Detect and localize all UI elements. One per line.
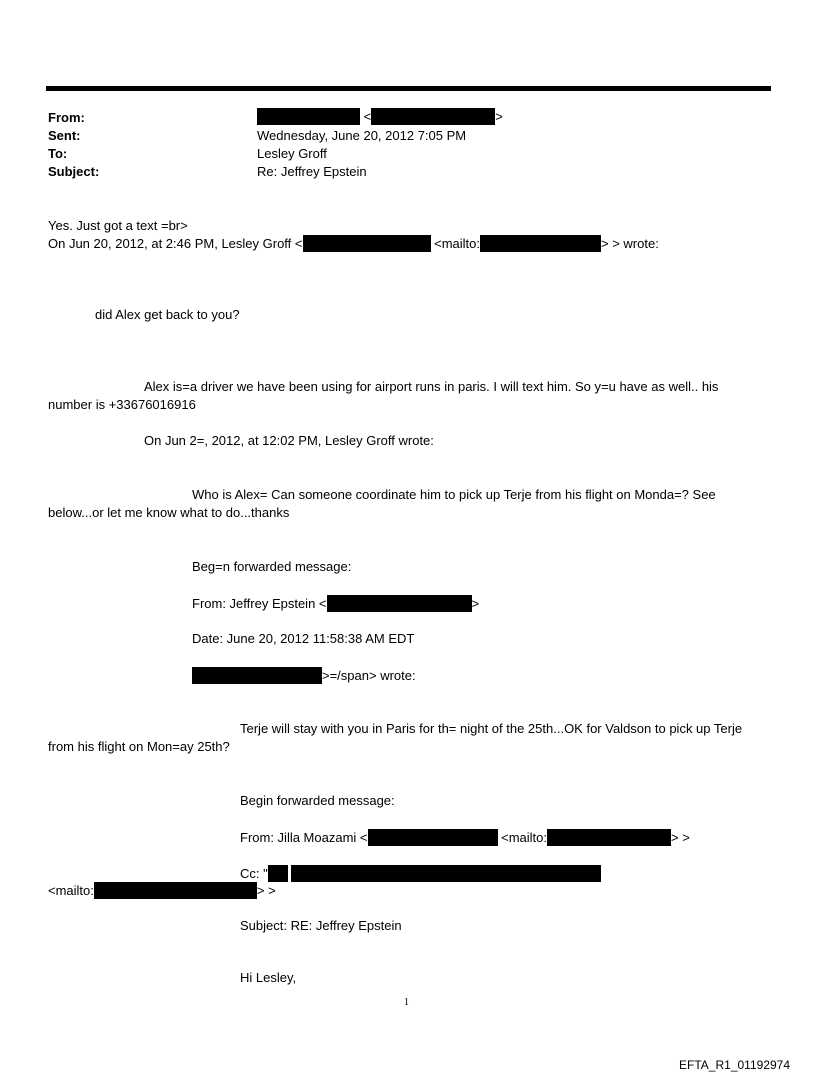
redaction-block <box>327 595 472 612</box>
body-line: did Alex get back to you? <box>95 307 240 322</box>
redaction-block <box>268 865 288 882</box>
fwd-from-text: From: Jilla Moazami < <box>240 830 368 845</box>
cc-text: Cc: " <box>240 866 268 881</box>
redaction-block <box>291 865 601 882</box>
from-close-bracket: > <box>495 109 503 124</box>
body-line: Date: June 20, 2012 11:58:38 AM EDT <box>192 631 415 646</box>
to-value: Lesley Groff <box>257 146 327 161</box>
close-bracket: > > <box>671 830 690 845</box>
body-line: Terje will stay with you in Paris for th= night of the 25th...OK for Valdson to pick up Terje <box>240 721 743 736</box>
quote-header-text: On Jun 20, 2012, at 2:46 PM, Lesley Groff < <box>48 236 303 251</box>
body-line: Who is Alex= Can someone coordinate him to pick up Terje from his flight on Monda=? See <box>192 487 716 502</box>
mailto-text: <mailto: <box>48 883 94 898</box>
body-line: Hi Lesley, <box>240 970 297 985</box>
from-open-bracket: < <box>363 109 372 124</box>
body-line: Begin forwarded message: <box>240 793 395 808</box>
header-rule <box>46 86 771 91</box>
subject-value: Re: Jeffrey Epstein <box>257 164 367 179</box>
to-label: To: <box>48 146 68 161</box>
mailto-text: <mailto: <box>434 236 481 251</box>
body-line: number is +33676016916 <box>48 397 196 412</box>
body-line: Yes. Just got a text =br> <box>48 218 188 233</box>
mailto-text: <mailto: <box>501 830 548 845</box>
fwd-from-text: From: Jeffrey Epstein < <box>192 596 327 611</box>
sent-value: Wednesday, June 20, 2012 7:05 PM <box>257 128 467 143</box>
close-bracket: > <box>471 596 480 611</box>
document-id: EFTA_R1_01192974 <box>679 1058 790 1072</box>
fwd-to-line <box>192 667 416 684</box>
cc-line <box>240 865 601 882</box>
body-line: Alex is=a driver we have been using for airport runs in paris. I will text him. So y=u have as well.. his <box>144 379 719 394</box>
body-line: Subject: RE: Jeffrey Epstein <box>240 918 402 933</box>
close-bracket: > > <box>256 883 276 898</box>
wrote-text: > > wrote: <box>601 236 659 251</box>
body-line: On Jun 2=, 2012, at 12:02 PM, Lesley Groff wrote: <box>144 433 434 448</box>
redaction-block <box>368 829 498 846</box>
subject-label: Subject: <box>48 164 100 179</box>
wrote-text: >=/span> wrote: <box>322 668 416 683</box>
body-line: below...or let me know what to do...thanks <box>48 505 290 520</box>
from-label: From: <box>48 110 85 125</box>
fwd-from-line-2 <box>240 829 690 846</box>
redaction-block <box>257 108 360 125</box>
body-line: from his flight on Mon=ay 25th? <box>48 739 230 754</box>
redaction-block <box>192 667 322 684</box>
quote-header-line <box>48 235 659 252</box>
redaction-block <box>547 829 671 846</box>
from-value <box>257 108 503 125</box>
page-number: 1 <box>404 997 409 1008</box>
redaction-block <box>371 108 495 125</box>
body-line: Beg=n forwarded message: <box>192 559 352 574</box>
mailto-line <box>48 882 276 899</box>
redaction-block <box>480 235 601 252</box>
sent-label: Sent: <box>48 128 81 143</box>
redaction-block <box>303 235 431 252</box>
redaction-block <box>94 882 257 899</box>
fwd-from-line <box>192 595 479 612</box>
